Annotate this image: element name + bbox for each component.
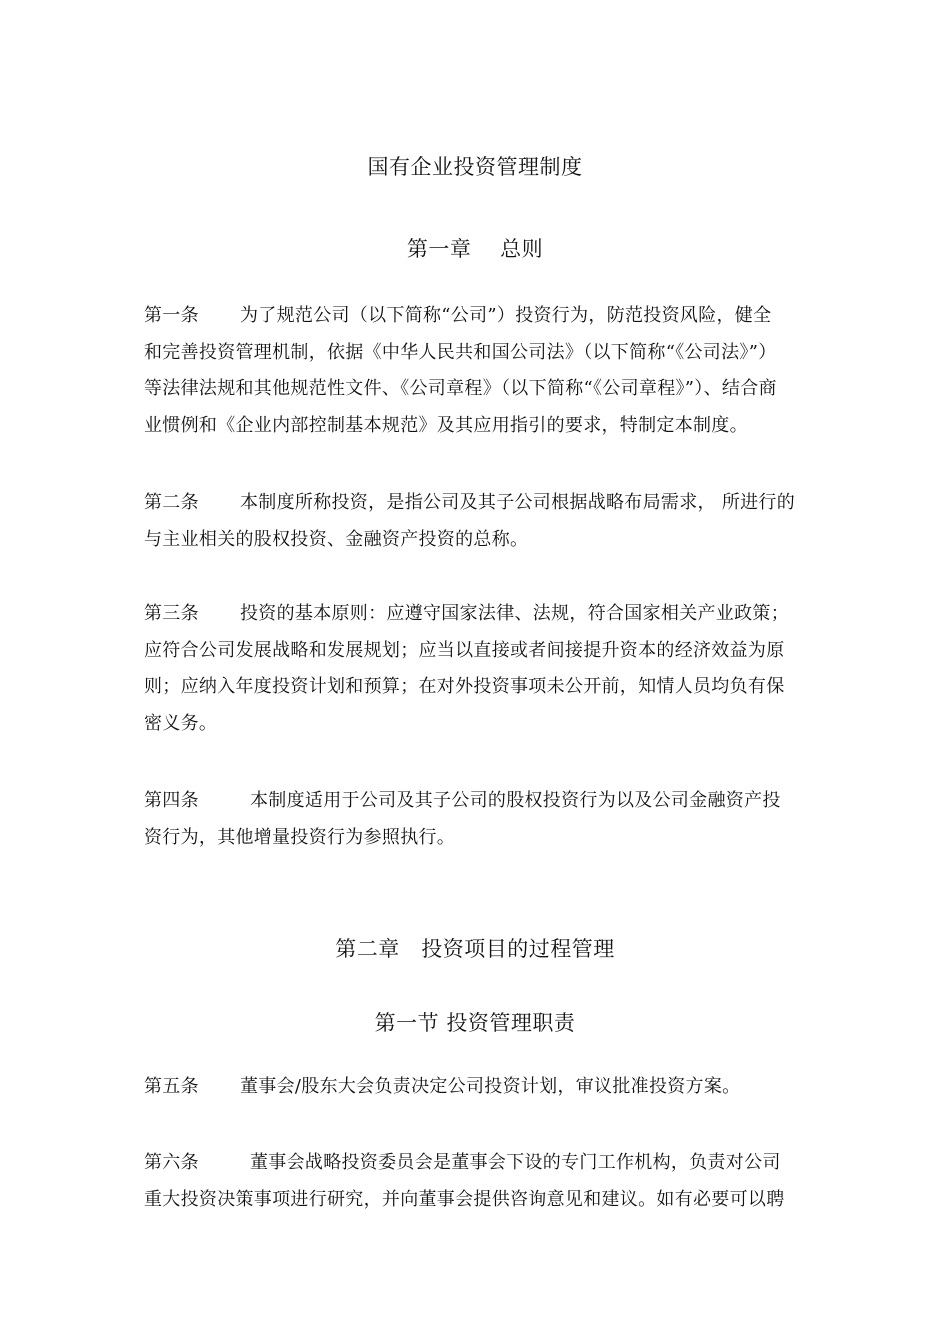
article-number: 第四条 bbox=[144, 790, 199, 811]
article-number: 第一条 bbox=[144, 305, 199, 326]
article-line: 资行为，其他增量投资行为参照执行。 bbox=[144, 826, 456, 848]
article-1 bbox=[144, 298, 834, 444]
article-line: 密义务。 bbox=[144, 712, 218, 734]
article-line bbox=[144, 783, 834, 820]
article-6 bbox=[144, 1145, 834, 1218]
article-text: 董事会战略投资委员会是董事会下设的专门工作机构，负责对公司 bbox=[250, 1152, 781, 1173]
article-line bbox=[144, 596, 834, 633]
article-line: 则；应纳入年度投资计划和预算；在对外投资事项未公开前，知情人员均负有保 bbox=[144, 676, 785, 697]
article-line: 业惯例和《企业内部控制基本规范》及其应用指引的要求，特制定本制度。 bbox=[144, 414, 748, 436]
article-line: 和完善投资管理机制，依据《中华人民共和国公司法》（以下简称“《公司法》”） bbox=[144, 341, 777, 363]
article-number: 第三条 bbox=[144, 603, 199, 624]
article-3 bbox=[144, 596, 834, 742]
article-2 bbox=[144, 485, 834, 558]
article-line: 重大投资决策事项进行研究，并向董事会提供咨询意见和建议。如有必要可以聘 bbox=[144, 1188, 785, 1210]
article-line bbox=[144, 1145, 834, 1182]
article-4 bbox=[144, 783, 834, 856]
document-title: 国有企业投资管理制度 bbox=[367, 155, 583, 179]
chapter-1-heading: 第一章 总则 bbox=[406, 237, 544, 261]
article-number: 第二条 bbox=[144, 492, 199, 513]
article-text: 本制度所称投资，是指公司及其子公司根据战略布局需求， 所进行的 bbox=[240, 492, 796, 513]
article-text: 本制度适用于公司及其子公司的股权投资行为以及公司金融资产投 bbox=[250, 790, 781, 811]
article-line: 应符合公司发展战略和发展规划；应当以直接或者间接提升资本的经济效益为原 bbox=[144, 639, 785, 661]
article-line bbox=[144, 298, 834, 335]
article-text: 为了规范公司（以下简称“公司”）投资行为，防范投资风险，健全 bbox=[240, 305, 772, 326]
article-number: 第五条 bbox=[144, 1076, 199, 1097]
article-line bbox=[144, 485, 834, 522]
article-line: 与主业相关的股权投资、金融资产投资的总称。 bbox=[144, 528, 529, 550]
article-line bbox=[144, 1069, 834, 1106]
article-text: 董事会/股东大会负责决定公司投资计划，审议批准投资方案。 bbox=[240, 1076, 741, 1097]
article-number: 第六条 bbox=[144, 1152, 199, 1173]
article-text: 投资的基本原则：应遵守国家法律、法规，符合国家相关产业政策； bbox=[240, 603, 789, 624]
article-line: 等法律法规和其他规范性文件、《公司章程》（以下简称“《公司章程》”）、结合商 bbox=[144, 378, 777, 399]
section-1-heading: 第一节 投资管理职责 bbox=[374, 1011, 576, 1035]
chapter-2-heading: 第二章 投资项目的过程管理 bbox=[335, 937, 615, 961]
article-5 bbox=[144, 1069, 834, 1106]
